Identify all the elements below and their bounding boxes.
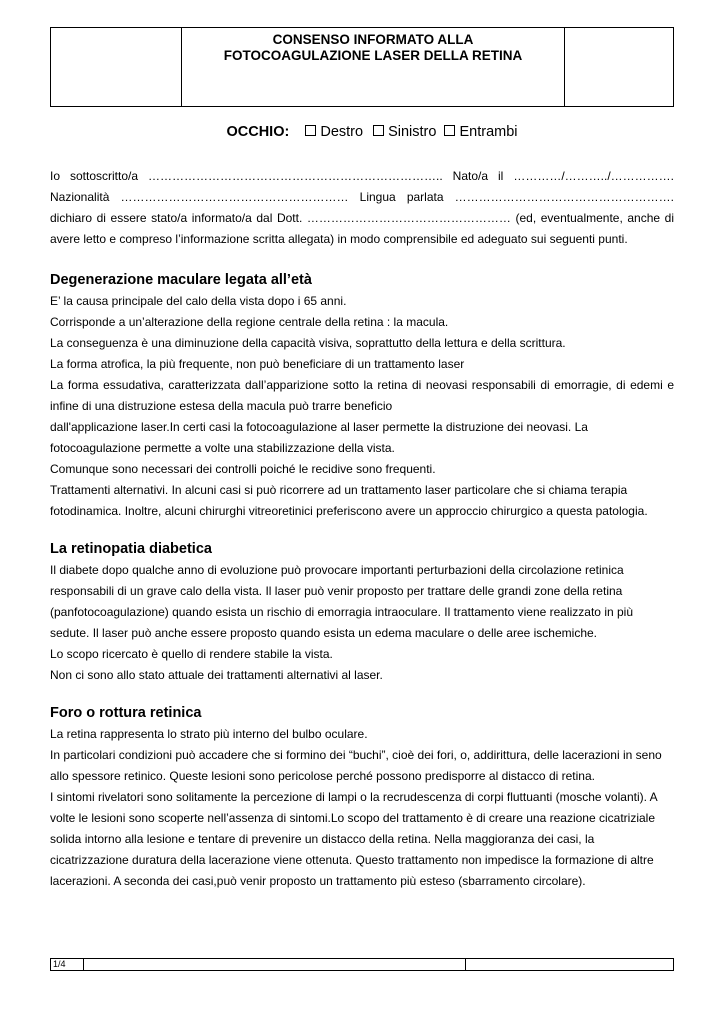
section-line: Lo scopo ricercato è quello di rendere stabile la vista. — [50, 647, 333, 661]
checkbox-entrambi[interactable] — [444, 125, 455, 136]
footer-middle-cell — [84, 959, 466, 971]
intro-line: Io sottoscritto/a ……………………………………………………………….. Nato/a il …………/………../……………. — [50, 169, 674, 183]
section-title-foro: Foro o rottura retinica — [50, 705, 202, 721]
section-line: solida intorno alla lesione e tentare di prevenire un distacco della retina. Nella maggioranza dei casi, la — [50, 832, 595, 846]
section-line: fotocoagulazione permette a volte una stabilizzazione della vista. — [50, 441, 395, 455]
section-line: fotodinamica. Inoltre, alcuni chirurghi vitreoretinici preferiscono avere un approccio chirurgico a questa patologia. — [50, 504, 648, 518]
section-line: allo spessore retinico. Queste lesioni sono pericolose perché possono predisporre al distacco di retina. — [50, 769, 595, 783]
section-title-degenerazione: Degenerazione maculare legata all’età — [50, 272, 312, 288]
intro-line: dichiaro di essere stato/a informato/a dal Dott. …………………………………………… (ed, eventualmente, anche di — [50, 211, 674, 225]
checkbox-destro[interactable] — [305, 125, 316, 136]
footer-table — [50, 958, 674, 971]
document-title-line2: FOTOCOAGULAZIONE LASER DELLA RETINA — [223, 48, 523, 63]
option-entrambi: Entrambi — [459, 124, 518, 140]
option-sinistro: Sinistro — [388, 124, 437, 140]
section-line: Corrisponde a un’alterazione della regione centrale della retina : la macula. — [50, 315, 449, 329]
section-line: Comunque sono necessari dei controlli poiché le recidive sono frequenti. — [50, 462, 436, 476]
section-line: I sintomi rivelatori sono solitamente la percezione di lampi o la recrudescenza di corpi fluttuanti (mosche volanti). A — [50, 790, 658, 804]
option-destro: Destro — [320, 124, 364, 140]
section-line: cicatrizzazione duratura della lacerazione viene ottenuta. Questo trattamento non impedisce la formazione di altre — [50, 853, 654, 867]
section-line: dall'applicazione laser.In certi casi la fotocoagulazione al laser permette la distruzione dei neovasi. La — [50, 420, 588, 434]
document-title-line1: CONSENSO INFORMATO ALLA — [272, 32, 474, 47]
intro-line: Nazionalità ………………………………………………… Lingua parlata ………………………………………………. — [50, 190, 674, 204]
intro-line: avere letto e compreso l’informazione scritta allegata) in modo comprensibile ed adeguato sui seguenti punti. — [50, 232, 628, 246]
section-line: La forma essudativa, caratterizzata dall’apparizione sotto la retina di neovasi responsabili di emorragie, di edemi e — [50, 378, 674, 392]
document-title — [182, 28, 565, 107]
section-line: sedute. Il laser può anche essere proposto quando esista un edema maculare o delle aree ischemiche. — [50, 626, 598, 640]
section-line: (panfotocoagulazione) quando esista un rischio di emorragia intraoculare. Il trattamento viene realizzato in più — [50, 605, 634, 619]
header-table — [50, 27, 674, 107]
section-line: Trattamenti alternativi. In alcuni casi si può ricorrere ad un trattamento laser particolare che si chiama terapia — [50, 483, 628, 497]
page-number: 1/4 — [51, 959, 84, 971]
section-line: E’ la causa principale del calo della vista dopo i 65 anni. — [50, 294, 347, 308]
section-line: La conseguenza è una diminuzione della capacità visiva, soprattutto della lettura e della scrittura. — [50, 336, 566, 350]
document-body — [50, 166, 674, 892]
section-title-retinopatia: La retinopatia diabetica — [50, 541, 212, 557]
section-line: La forma atrofica, la più frequente, non può beneficiare di un trattamento laser — [50, 357, 465, 371]
eye-label: OCCHIO: — [226, 124, 290, 140]
section-line: Il diabete dopo qualche anno di evoluzione può provocare importanti perturbazioni della circolazione retinica — [50, 563, 624, 577]
section-line: volte le lesioni sono scoperte nell’assenza di sintomi.Lo scopo del trattamento è di creare una reazione cicatriziale — [50, 811, 655, 825]
header-logo-cell — [51, 28, 182, 107]
eye-selection — [0, 124, 724, 140]
section-line: In particolari condizioni può accadere che si formino dei “buchi”, cioè dei fori, o, addirittura, delle lacerazioni in seno — [50, 748, 662, 762]
footer-right-cell — [466, 959, 674, 971]
header-right-cell — [565, 28, 674, 107]
section-line: La retina rappresenta lo strato più interno del bulbo oculare. — [50, 727, 368, 741]
section-line: responsabili di un grave calo della vista. Il laser può venir proposto per trattare delle grandi zone della retina — [50, 584, 623, 598]
section-line: Non ci sono allo stato attuale dei trattamenti alternativi al laser. — [50, 668, 383, 682]
checkbox-sinistro[interactable] — [373, 125, 384, 136]
section-line: infine di una distruzione estesa della macula può trarre beneficio — [50, 399, 393, 413]
section-line: lacerazioni. A seconda dei casi,può venir proposto un trattamento più esteso (sbarramento circolare). — [50, 874, 586, 888]
